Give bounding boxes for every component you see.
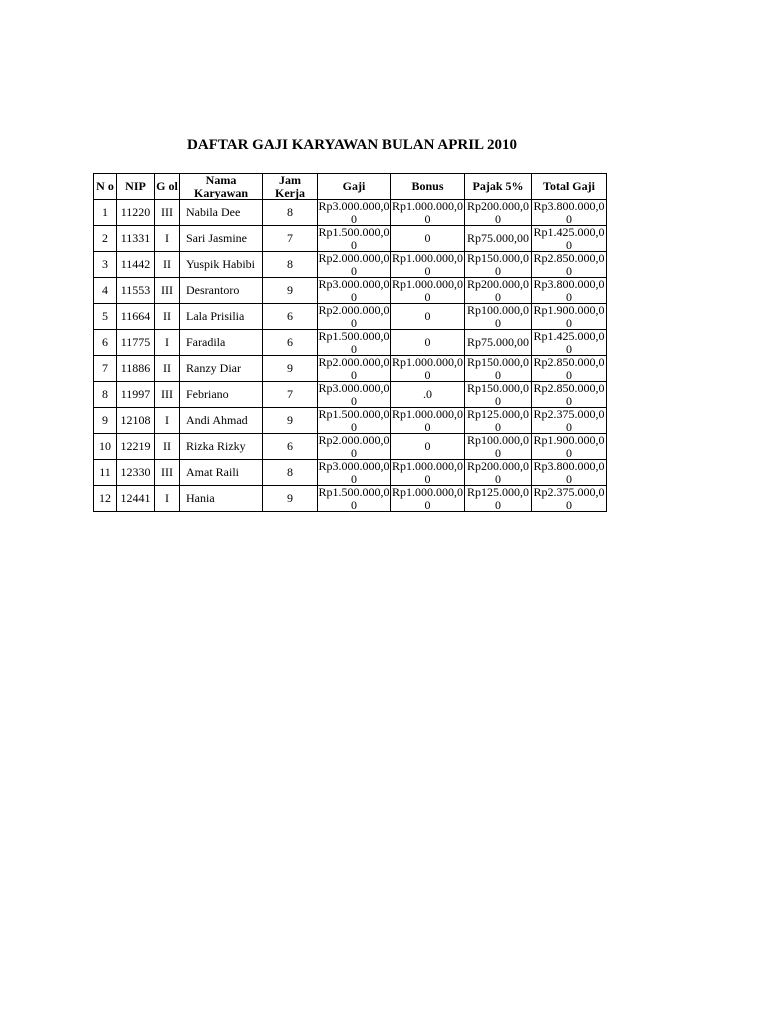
- cell-gaji: Rp3.000.000,00: [318, 459, 390, 486]
- table-row: [94, 226, 607, 252]
- cell-jam-kerja: 9: [263, 278, 318, 304]
- cell-nip: 11664: [117, 304, 155, 330]
- cell-pajak: Rp75.000,00: [465, 226, 532, 252]
- cell-gaji: Rp1.500.000,00: [318, 485, 390, 512]
- cell-nip: 11997: [117, 382, 155, 408]
- header-nama: Nama Karyawan: [180, 174, 263, 200]
- cell-nip: 11442: [117, 252, 155, 278]
- header-jam-kerja: Jam Kerja: [263, 174, 318, 200]
- cell-gaji: Rp2.000.000,00: [318, 433, 390, 460]
- cell-bonus: 0: [391, 226, 465, 252]
- cell-pajak: Rp150.000,00: [465, 382, 532, 408]
- cell-gol: I: [155, 226, 180, 252]
- cell-jam-kerja: 9: [263, 486, 318, 512]
- cell-gaji: Rp2.000.000,00: [318, 251, 390, 278]
- cell-pajak: Rp150.000,00: [465, 356, 532, 382]
- cell-jam-kerja: 6: [263, 434, 318, 460]
- header-no: N o: [94, 174, 117, 200]
- cell-jam-kerja: 8: [263, 460, 318, 486]
- cell-jam-kerja: 7: [263, 382, 318, 408]
- table-header-row: [94, 174, 607, 200]
- cell-nama: Lala Prisilia: [180, 304, 263, 330]
- cell-gol: I: [155, 486, 180, 512]
- cell-no: 8: [94, 382, 117, 408]
- cell-total-gaji: Rp3.800.000,00: [533, 277, 605, 304]
- cell-gaji: Rp2.000.000,00: [318, 355, 390, 382]
- cell-total-gaji: Rp1.425.000,00: [533, 225, 605, 252]
- cell-bonus: 0: [391, 330, 465, 356]
- cell-nip: 12330: [117, 460, 155, 486]
- cell-pajak: Rp200.000,00: [465, 460, 532, 486]
- cell-bonus: Rp1.000.000,00: [391, 277, 463, 304]
- cell-total-gaji: Rp2.850.000,00: [533, 381, 605, 408]
- cell-nama: Rizka Rizky: [180, 434, 263, 460]
- cell-total-gaji: Rp3.800.000,00: [533, 459, 605, 486]
- cell-gol: II: [155, 356, 180, 382]
- cell-total-gaji: Rp2.850.000,00: [533, 251, 605, 278]
- table-row: [94, 304, 607, 330]
- header-total-gaji: Total Gaji: [532, 174, 607, 200]
- cell-nama: Febriano: [180, 382, 263, 408]
- cell-gol: II: [155, 252, 180, 278]
- cell-total-gaji: Rp2.375.000,00: [533, 485, 605, 512]
- cell-total-gaji: Rp1.900.000,00: [533, 433, 605, 460]
- cell-no: 11: [94, 460, 117, 486]
- cell-gol: III: [155, 382, 180, 408]
- cell-pajak: Rp200.000,00: [465, 200, 532, 226]
- cell-no: 1: [94, 200, 117, 226]
- cell-nama: Faradila: [180, 330, 263, 356]
- cell-gaji: Rp1.500.000,00: [318, 407, 390, 434]
- cell-nip: 11331: [117, 226, 155, 252]
- cell-bonus: Rp1.000.000,00: [391, 407, 463, 434]
- header-bonus: Bonus: [391, 174, 465, 200]
- table-row: [94, 356, 607, 382]
- cell-jam-kerja: 7: [263, 226, 318, 252]
- cell-jam-kerja: 8: [263, 200, 318, 226]
- cell-bonus: Rp1.000.000,00: [391, 355, 463, 382]
- cell-nama: Ranzy Diar: [180, 356, 263, 382]
- cell-nama: Amat Raili: [180, 460, 263, 486]
- cell-no: 10: [94, 434, 117, 460]
- cell-jam-kerja: 9: [263, 356, 318, 382]
- cell-no: 12: [94, 486, 117, 512]
- cell-gaji: Rp2.000.000,00: [318, 303, 390, 330]
- cell-no: 6: [94, 330, 117, 356]
- cell-gaji: Rp1.500.000,00: [318, 329, 390, 356]
- cell-no: 9: [94, 408, 117, 434]
- cell-pajak: Rp125.000,00: [465, 486, 532, 512]
- cell-jam-kerja: 6: [263, 330, 318, 356]
- cell-nama: Andi Ahmad: [180, 408, 263, 434]
- header-nip: NIP: [117, 174, 155, 200]
- cell-nama: Desrantoro: [180, 278, 263, 304]
- cell-total-gaji: Rp2.850.000,00: [533, 355, 605, 382]
- cell-jam-kerja: 8: [263, 252, 318, 278]
- cell-jam-kerja: 6: [263, 304, 318, 330]
- cell-gaji: Rp3.000.000,00: [318, 277, 390, 304]
- table-row: [94, 330, 607, 356]
- cell-bonus: 0: [391, 434, 465, 460]
- cell-total-gaji: Rp1.900.000,00: [533, 303, 605, 330]
- cell-no: 5: [94, 304, 117, 330]
- salary-table: [93, 173, 607, 512]
- cell-gol: II: [155, 434, 180, 460]
- cell-nip: 12108: [117, 408, 155, 434]
- cell-nama: Nabila Dee: [180, 200, 263, 226]
- cell-gol: III: [155, 460, 180, 486]
- cell-pajak: Rp75.000,00: [465, 330, 532, 356]
- cell-pajak: Rp100.000,00: [465, 434, 532, 460]
- table-row: [94, 486, 607, 512]
- cell-pajak: Rp150.000,00: [465, 252, 532, 278]
- cell-gol: III: [155, 278, 180, 304]
- cell-no: 3: [94, 252, 117, 278]
- cell-total-gaji: Rp3.800.000,00: [533, 199, 605, 226]
- cell-nip: 11886: [117, 356, 155, 382]
- cell-no: 7: [94, 356, 117, 382]
- table-row: [94, 200, 607, 226]
- table-row: [94, 382, 607, 408]
- table-row: [94, 408, 607, 434]
- cell-pajak: Rp100.000,00: [465, 304, 532, 330]
- cell-nip: 11553: [117, 278, 155, 304]
- cell-bonus: Rp1.000.000,00: [391, 199, 463, 226]
- table-row: [94, 460, 607, 486]
- cell-nip: 11775: [117, 330, 155, 356]
- cell-gol: III: [155, 200, 180, 226]
- cell-pajak: Rp200.000,00: [465, 278, 532, 304]
- header-gaji: Gaji: [318, 174, 391, 200]
- cell-pajak: Rp125.000,00: [465, 408, 532, 434]
- cell-nama: Sari Jasmine: [180, 226, 263, 252]
- table-row: [94, 278, 607, 304]
- table-row: [94, 434, 607, 460]
- table-row: [94, 252, 607, 278]
- cell-gol: I: [155, 408, 180, 434]
- cell-gaji: Rp3.000.000,00: [318, 199, 390, 226]
- cell-total-gaji: Rp2.375.000,00: [533, 407, 605, 434]
- cell-no: 4: [94, 278, 117, 304]
- cell-gol: II: [155, 304, 180, 330]
- cell-nip: 12441: [117, 486, 155, 512]
- cell-gol: I: [155, 330, 180, 356]
- cell-bonus: .0: [391, 382, 465, 408]
- cell-total-gaji: Rp1.425.000,00: [533, 329, 605, 356]
- cell-bonus: Rp1.000.000,00: [391, 459, 463, 486]
- cell-jam-kerja: 9: [263, 408, 318, 434]
- header-gol: G ol: [155, 174, 180, 200]
- cell-bonus: Rp1.000.000,00: [391, 251, 463, 278]
- cell-bonus: Rp1.000.000,00: [391, 485, 463, 512]
- document-title: DAFTAR GAJI KARYAWAN BULAN APRIL 2010: [187, 137, 517, 153]
- cell-no: 2: [94, 226, 117, 252]
- cell-gaji: Rp1.500.000,00: [318, 225, 390, 252]
- cell-nama: Hania: [180, 486, 263, 512]
- cell-nip: 12219: [117, 434, 155, 460]
- cell-bonus: 0: [391, 304, 465, 330]
- cell-nama: Yuspik Habibi: [180, 252, 263, 278]
- cell-gaji: Rp3.000.000,00: [318, 381, 390, 408]
- header-pajak: Pajak 5%: [465, 174, 532, 200]
- cell-nip: 11220: [117, 200, 155, 226]
